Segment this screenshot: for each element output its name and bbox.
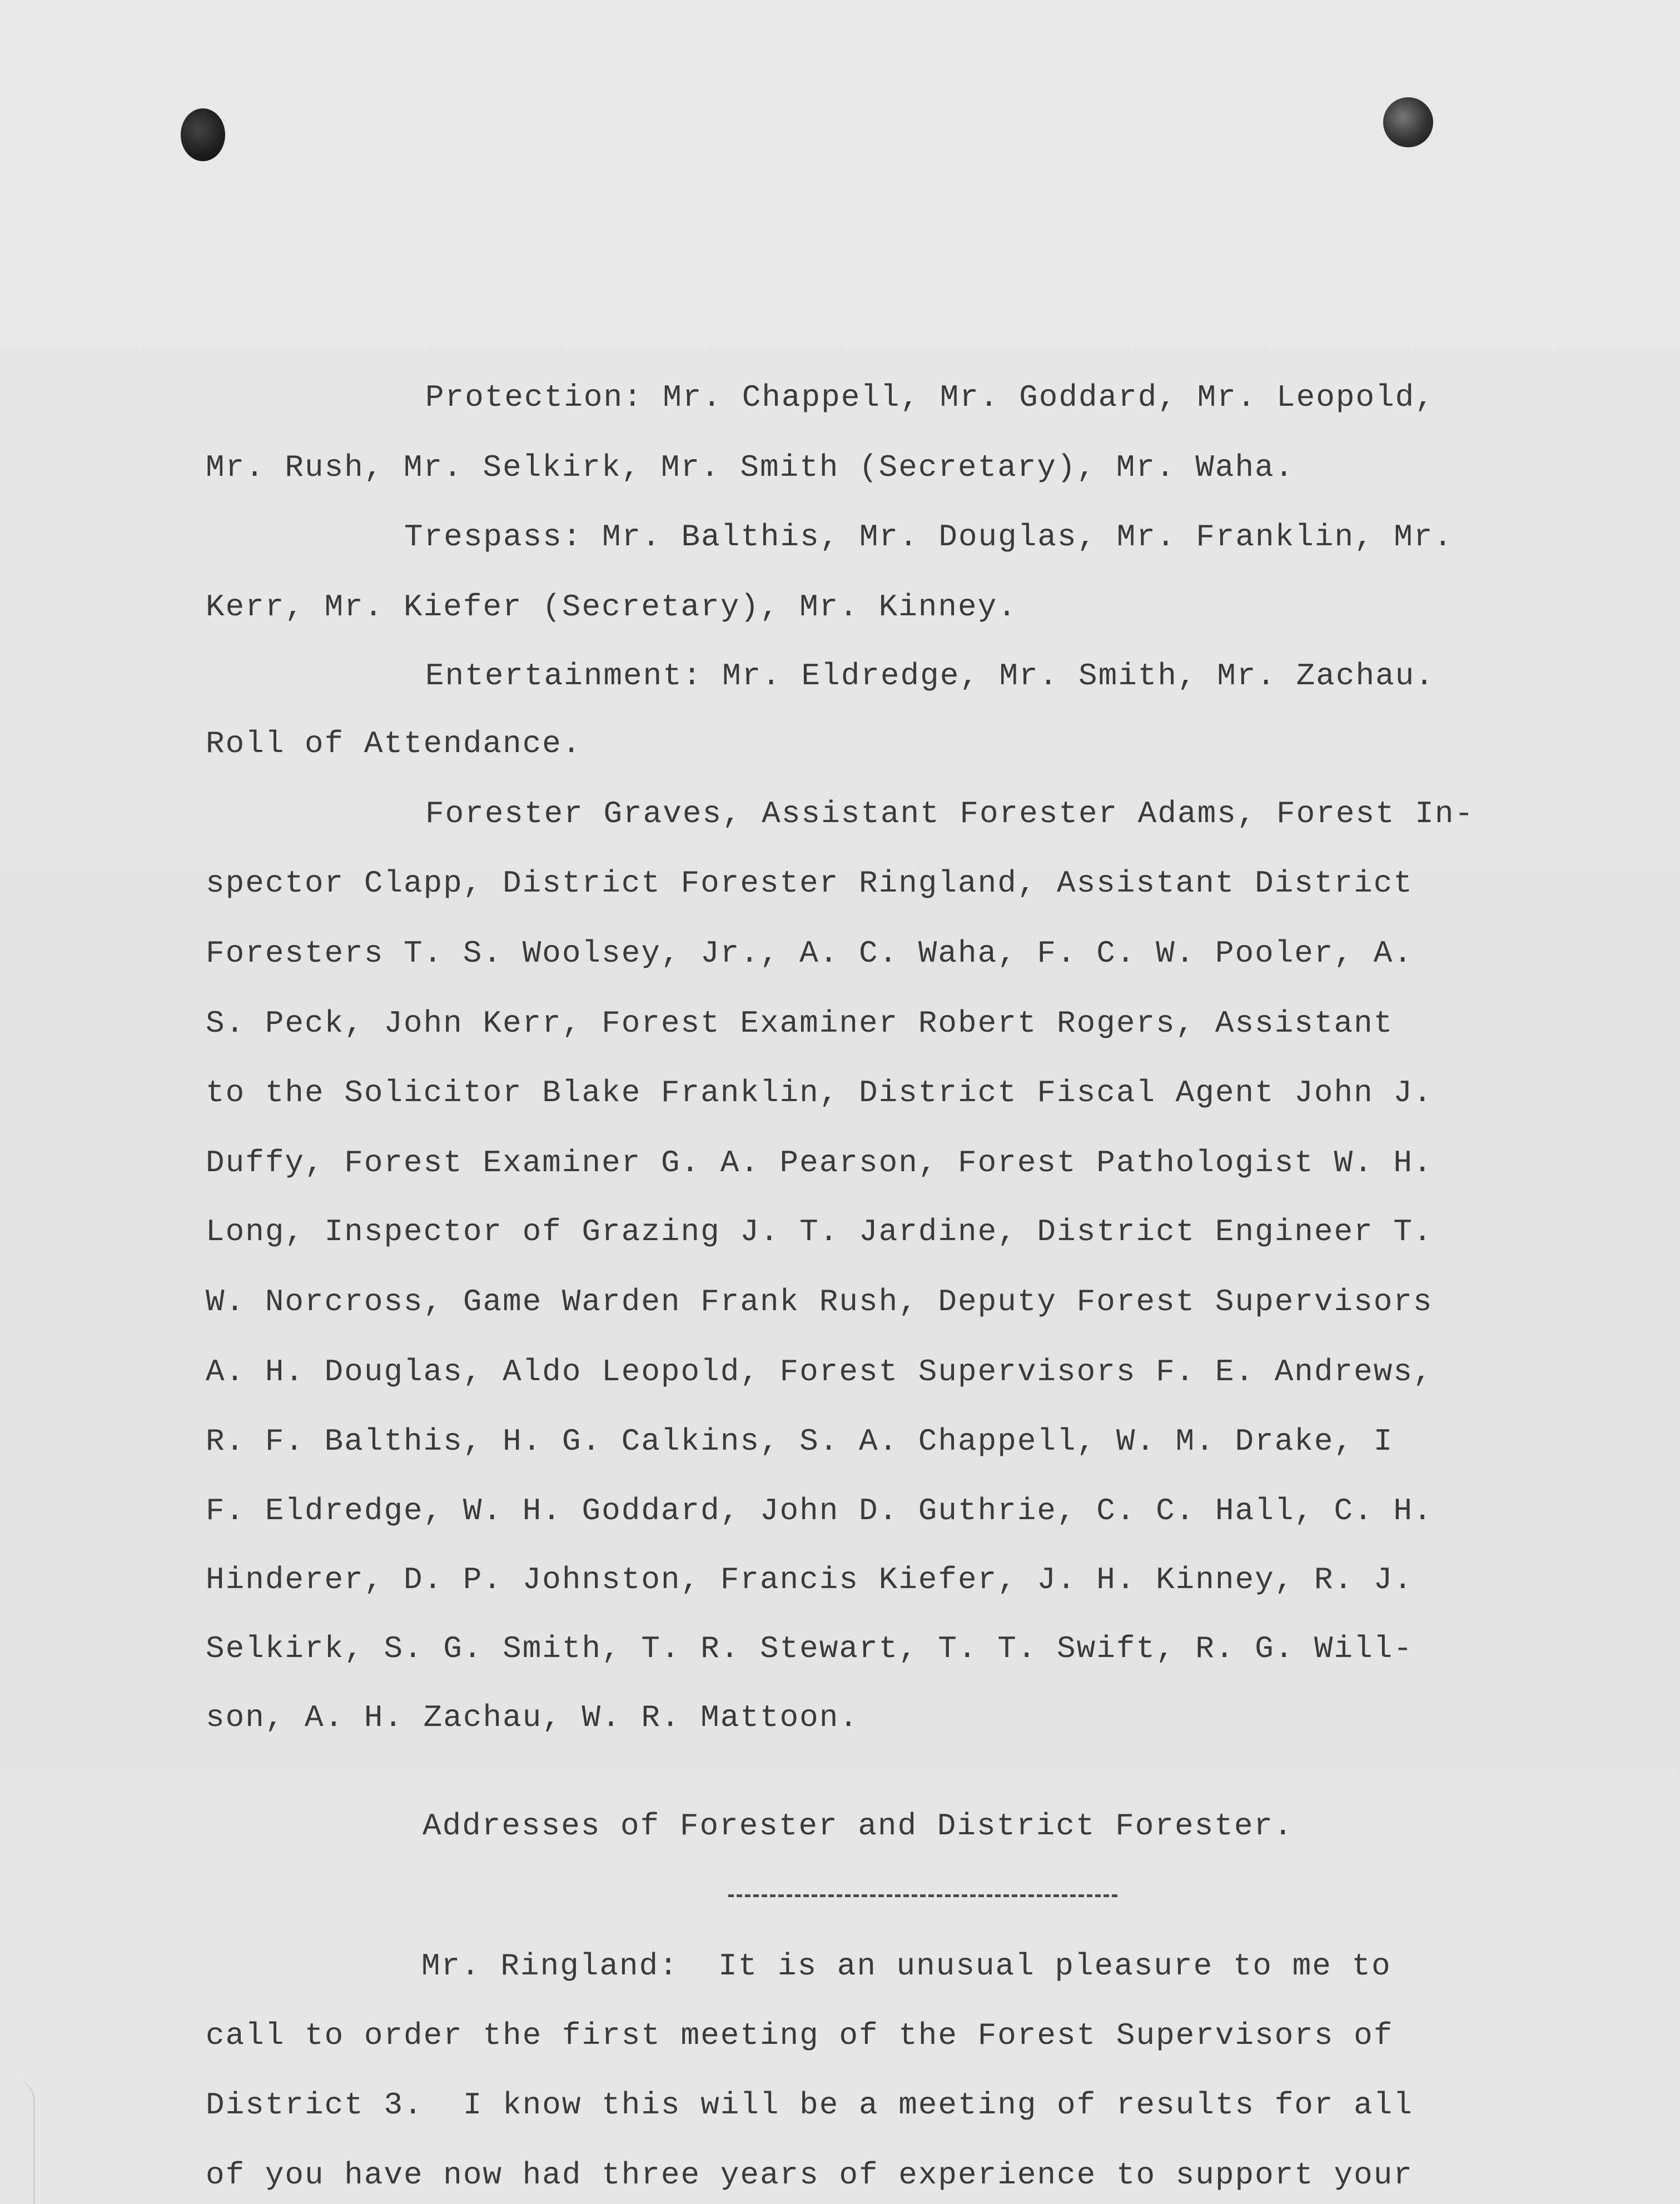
text-line: R. F. Balthis, H. G. Calkins, S. A. Chappell, W. M. Drake, I <box>206 1424 1394 1459</box>
text-line: Selkirk, S. G. Smith, T. R. Stewart, T. T. Swift, R. G. Will- <box>206 1631 1413 1666</box>
page-edge <box>0 2079 35 2204</box>
text-line: S. Peck, John Kerr, Forest Examiner Robert Rogers, Assistant <box>206 1006 1394 1041</box>
text-line: Mr. Ringland: It is an unusual pleasure to me to <box>421 1948 1391 1984</box>
text-line: District 3. I know this will be a meeting of results for all <box>206 2087 1413 2123</box>
text-line: of you have now had three years of experience to support your <box>206 2157 1413 2193</box>
text-line: to the Solicitor Blake Franklin, District Fiscal Agent John J. <box>206 1075 1433 1111</box>
text-line: Kerr, Mr. Kiefer (Secretary), Mr. Kinney. <box>206 589 1017 625</box>
text-line: Forester Graves, Assistant Forester Adams, Forest In- <box>425 796 1475 832</box>
text-line: Duffy, Forest Examiner G. A. Pearson, Forest Pathologist W. H. <box>206 1145 1433 1181</box>
text-line: Entertainment: Mr. Eldredge, Mr. Smith, Mr. Zachau. <box>425 658 1435 694</box>
punch-hole-right <box>1383 97 1433 147</box>
text-line: Trespass: Mr. Balthis, Mr. Douglas, Mr. Franklin, Mr. <box>404 519 1454 555</box>
text-line: Mr. Rush, Mr. Selkirk, Mr. Smith (Secretary), Mr. Waha. <box>206 450 1295 485</box>
text-line: W. Norcross, Game Warden Frank Rush, Deputy Forest Supervisors <box>206 1284 1433 1320</box>
text-line: Foresters T. S. Woolsey, Jr., A. C. Waha, F. C. W. Pooler, A. <box>206 936 1413 971</box>
separator-rule <box>728 1894 1117 1897</box>
punch-hole-left <box>181 108 225 161</box>
text-line: Long, Inspector of Grazing J. T. Jardine, District Engineer T. <box>206 1214 1433 1250</box>
text-line: call to order the first meeting of the Forest Supervisors of <box>206 2018 1394 2053</box>
section-heading: Addresses of Forester and District Forester. <box>423 1808 1294 1844</box>
text-line: son, A. H. Zachau, W. R. Mattoon. <box>206 1700 859 1735</box>
text-line: F. Eldredge, W. H. Goddard, John D. Guthrie, C. C. Hall, C. H. <box>206 1493 1433 1529</box>
text-line: Hinderer, D. P. Johnston, Francis Kiefer, J. H. Kinney, R. J. <box>206 1562 1413 1598</box>
section-heading: Roll of Attendance. <box>206 726 582 762</box>
text-line: A. H. Douglas, Aldo Leopold, Forest Supervisors F. E. Andrews, <box>206 1354 1433 1390</box>
text-line: Protection: Mr. Chappell, Mr. Goddard, Mr. Leopold, <box>425 380 1435 415</box>
text-line: spector Clapp, District Forester Ringland, Assistant District <box>206 865 1413 901</box>
